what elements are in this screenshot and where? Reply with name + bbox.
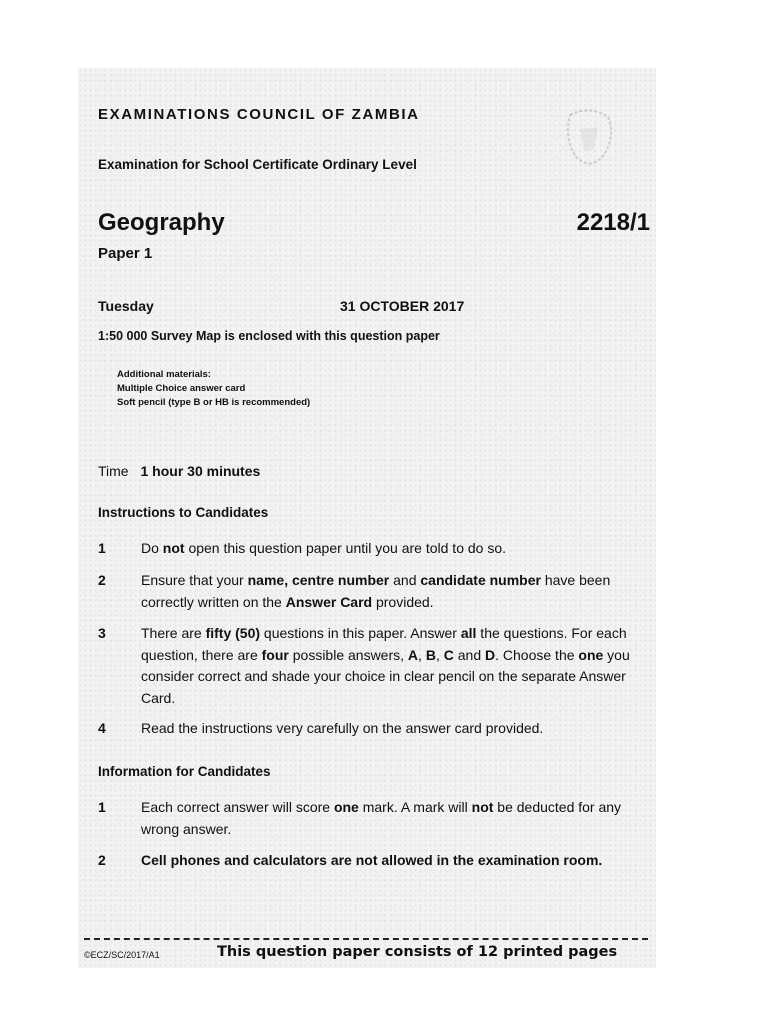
exam-day: Tuesday — [98, 298, 154, 314]
exam-date: 31 OCTOBER 2017 — [340, 298, 465, 314]
materials-title: Additional materials: — [117, 369, 211, 380]
subject-code: 2218/1 — [576, 209, 650, 236]
paper-number: Paper 1 — [98, 245, 153, 262]
footer-copyright-code: ©ECZ/SC/2017/A1 — [84, 950, 160, 960]
item-number: 1 — [98, 540, 106, 556]
instructions-heading: Instructions to Candidates — [98, 505, 269, 520]
time-allowed — [98, 463, 260, 479]
item-text: Ensure that your name, centre number and candidate number have been correctly written on the Answer Card provided. — [141, 572, 611, 610]
information-heading: Information for Candidates — [98, 764, 271, 779]
item-text: Cell phones and calculators are not allowed in the examination room. — [141, 852, 603, 868]
map-note: 1:50 000 Survey Map is enclosed with this question paper — [98, 329, 440, 343]
item-number: 1 — [98, 799, 106, 815]
information-item — [98, 797, 658, 840]
footer-pages-note: This question paper consists of 12 printed pages — [217, 944, 618, 960]
exam-type: Examination for School Certificate Ordinary Level — [98, 157, 417, 172]
item-number: 2 — [98, 852, 106, 868]
item-text: Each correct answer will score one mark. A mark will not be deducted for any wrong answer. — [141, 799, 622, 837]
materials-item: Soft pencil (type B or HB is recommended) — [117, 397, 311, 408]
instruction-item — [98, 570, 658, 613]
item-number: 4 — [98, 720, 106, 736]
subject-title: Geography — [98, 209, 225, 236]
time-label: Time — [98, 463, 129, 479]
additional-materials — [117, 368, 310, 410]
materials-item: Multiple Choice answer card — [117, 383, 246, 394]
item-number: 3 — [98, 625, 106, 641]
time-value: 1 hour 30 minutes — [140, 463, 261, 479]
council-seal-watermark — [560, 105, 618, 175]
instruction-item — [98, 623, 658, 709]
item-text: Do not open this question paper until you are told to do so. — [141, 540, 507, 556]
footer-divider — [84, 938, 648, 940]
instruction-item — [98, 538, 658, 560]
item-text: Read the instructions very carefully on the answer card provided. — [141, 720, 544, 736]
council-name: EXAMINATIONS COUNCIL OF ZAMBIA — [98, 106, 420, 123]
item-number: 2 — [98, 572, 106, 588]
item-text: There are fifty (50) questions in this paper. Answer all the questions. For each question, there are four possible answers, A, B, C and D. Choose the one you consider correct and shade your choice in clear pencil on the separate Answer Card. — [141, 625, 630, 706]
instruction-item — [98, 718, 658, 740]
information-item — [98, 850, 658, 872]
